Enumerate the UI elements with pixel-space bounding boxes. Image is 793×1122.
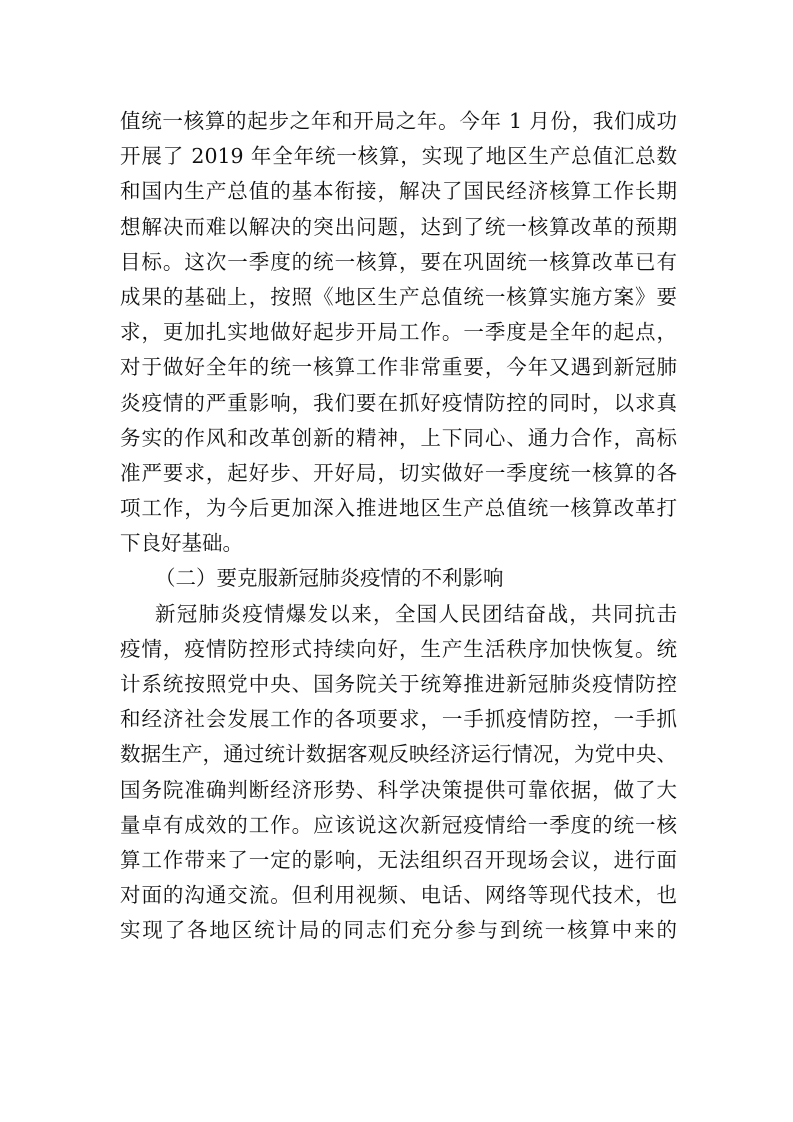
section-heading: （二）要克服新冠肺炎疫情的不利影响	[155, 566, 504, 591]
text-line: 准严要求，起好步、开好局，切实做好一季度统一核算的各	[120, 460, 677, 485]
text-line: 开展了 2019 年全年统一核算，实现了地区生产总值汇总数	[120, 144, 677, 169]
text-line: 对面的沟通交流。但利用视频、电话、网络等现代技术，也	[120, 883, 677, 908]
text-line: 和经济社会发展工作的各项要求，一手抓疫情防控，一手抓	[120, 707, 677, 732]
text-line: 实现了各地区统计局的同志们充分参与到统一核算中来的	[120, 918, 677, 943]
document-body	[120, 104, 677, 949]
text-line: 目标。这次一季度的统一核算，要在巩固统一核算改革已有	[120, 249, 677, 274]
text-line: 算工作带来了一定的影响，无法组织召开现场会议，进行面	[120, 847, 677, 872]
text-line: 疫情，疫情防控形式持续向好，生产生活秩序加快恢复。统	[120, 636, 677, 661]
text-line: 对于做好全年的统一核算工作非常重要，今年又遇到新冠肺	[120, 355, 677, 380]
text-line: 项工作，为今后更加深入推进地区生产总值统一核算改革打	[120, 496, 677, 521]
text-line: 求，更加扎实地做好起步开局工作。一季度是全年的起点，	[120, 320, 677, 345]
text-line: 新冠肺炎疫情爆发以来，全国人民团结奋战，共同抗击	[155, 601, 677, 626]
text-line: 成果的基础上，按照《地区生产总值统一核算实施方案》要	[120, 284, 677, 309]
text-line: 国务院准确判断经济形势、科学决策提供可靠依据，做了大	[120, 777, 677, 802]
text-line: 务实的作风和改革创新的精神，上下同心、通力合作，高标	[120, 425, 677, 450]
text-line: 和国内生产总值的基本衔接，解决了国民经济核算工作长期	[120, 179, 677, 204]
text-line: 数据生产，通过统计数据客观反映经济运行情况，为党中央、	[120, 742, 677, 767]
text-line: 想解决而难以解决的突出问题，达到了统一核算改革的预期	[120, 214, 677, 239]
text-line: 值统一核算的起步之年和开局之年。今年 1 月份，我们成功	[120, 109, 677, 133]
text-line: 下良好基础。	[120, 531, 243, 556]
text-line: 量卓有成效的工作。应该说这次新冠疫情给一季度的统一核	[120, 812, 677, 837]
text-line: 炎疫情的严重影响，我们要在抓好疫情防控的同时，以求真	[120, 390, 677, 415]
text-line: 计系统按照党中央、国务院关于统筹推进新冠肺炎疫情防控	[120, 672, 677, 696]
